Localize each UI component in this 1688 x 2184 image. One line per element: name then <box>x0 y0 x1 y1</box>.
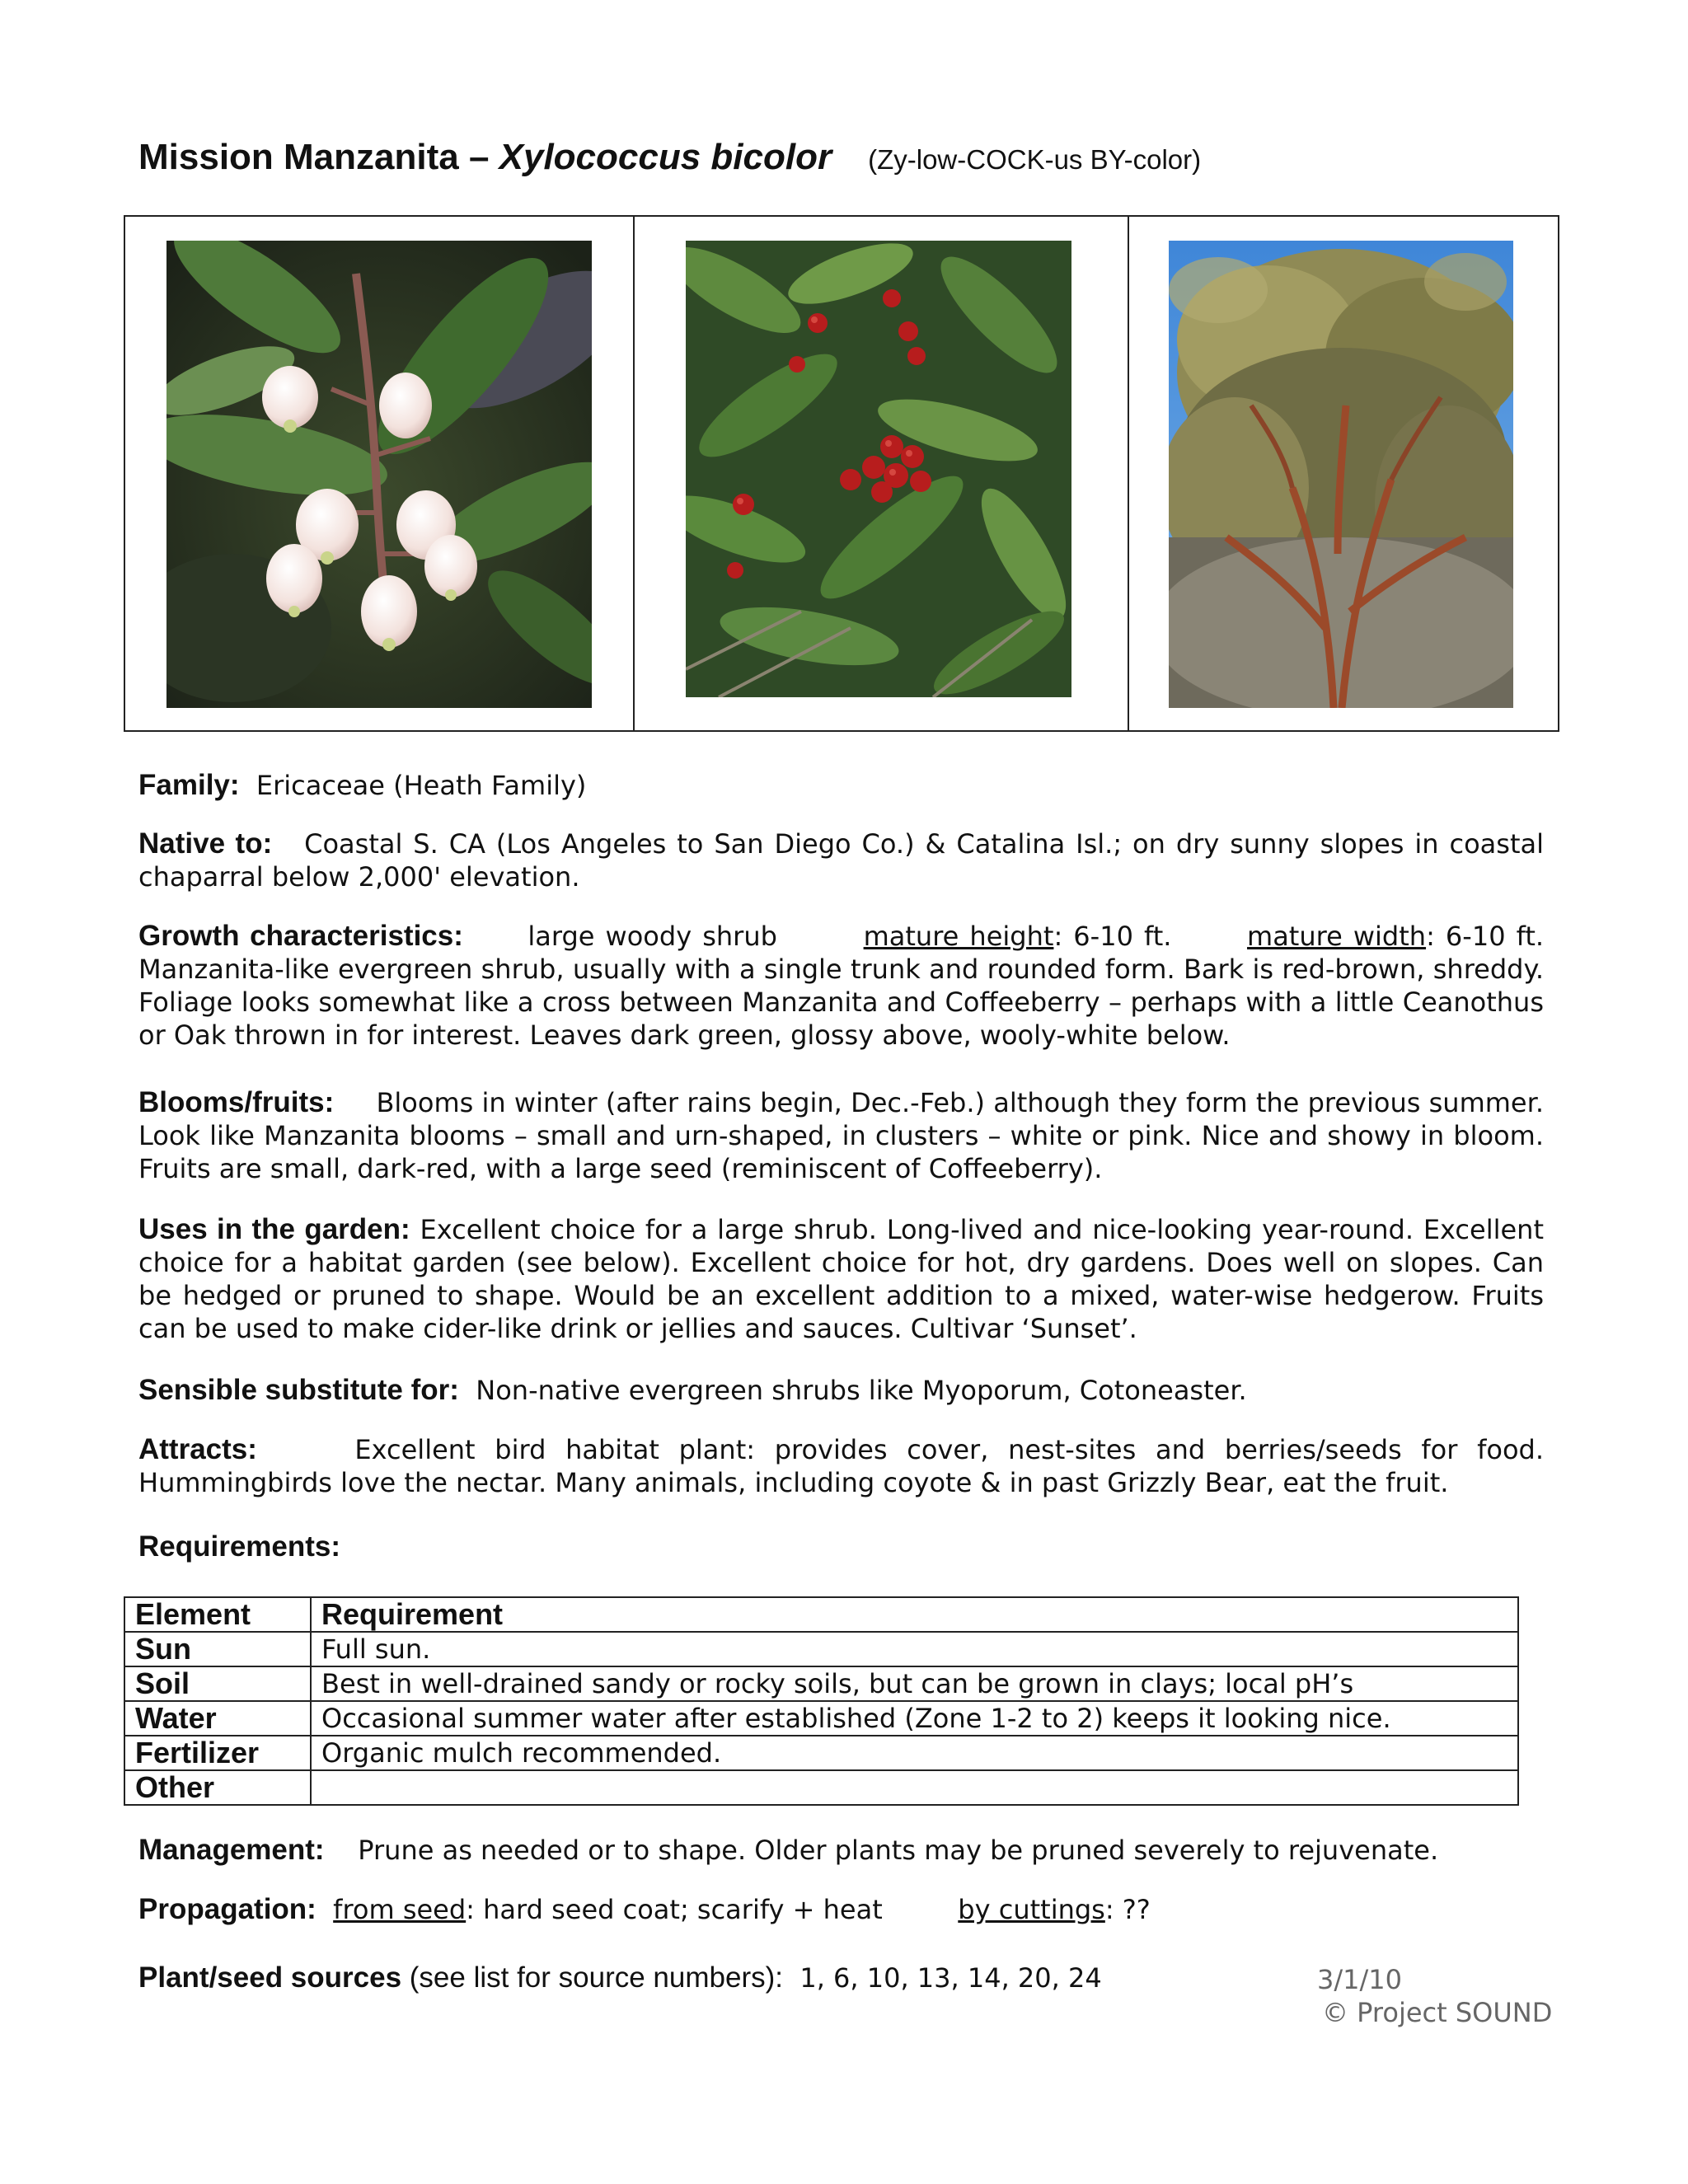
family-label: Family: <box>138 769 240 801</box>
width-value: : 6-10 ft. <box>1426 921 1545 952</box>
table-header-requirement: Requirement <box>311 1597 1518 1632</box>
table-header-row <box>124 1597 1518 1632</box>
element-cell: Sun <box>124 1632 311 1666</box>
attracts-section <box>138 1433 1544 1499</box>
propagation-label: Propagation: <box>138 1893 316 1925</box>
table-row <box>124 1666 1518 1701</box>
flower-photo <box>166 241 592 708</box>
table-row <box>124 1632 1518 1666</box>
requirement-cell <box>311 1770 1518 1805</box>
sources-text: 1, 6, 10, 13, 14, 20, 24 <box>799 1962 1102 1994</box>
uses-label: Uses in the garden: <box>138 1213 410 1245</box>
native-section <box>138 827 1544 893</box>
photo-divider <box>633 217 635 730</box>
management-text: Prune as needed or to shape. Older plants may be pruned severely to rejuvenate. <box>358 1835 1439 1866</box>
table-header-element: Element <box>124 1597 311 1632</box>
uses-section <box>138 1213 1544 1345</box>
attracts-label: Attracts: <box>138 1433 257 1465</box>
substitute-text: Non-native evergreen shrubs like Myoporum, Cotoneaster. <box>476 1375 1247 1406</box>
management-section <box>138 1834 1544 1867</box>
berry-photo <box>686 241 1071 697</box>
photo-divider <box>1128 217 1129 730</box>
common-name: Mission Manzanita <box>138 137 459 177</box>
seed-text: : hard seed coat; scarify + heat <box>466 1894 883 1925</box>
element-cell: Water <box>124 1701 311 1736</box>
blooms-section <box>138 1086 1544 1185</box>
title-dash: – <box>458 137 499 177</box>
height-label: mature height <box>863 921 1054 952</box>
growth-form: large woody shrub <box>528 921 777 952</box>
growth-label: Growth characteristics: <box>138 920 463 952</box>
family-text: Ericaceae (Heath Family) <box>256 770 587 801</box>
table-row <box>124 1770 1518 1805</box>
native-text: Coastal S. CA (Los Angeles to San Diego Co.) & Catalina Isl.; on dry sunny slopes in coastal chaparral below 2,000' elevation. <box>138 828 1545 893</box>
requirements-table <box>124 1596 1519 1806</box>
requirement-cell: Best in well-drained sandy or rocky soils, but can be grown in clays; local pH’s <box>311 1666 1518 1701</box>
photo-strip <box>124 215 1559 732</box>
table-row <box>124 1736 1518 1770</box>
native-label: Native to: <box>138 827 273 860</box>
attracts-text: Excellent bird habitat plant: provides cover, nest-sites and berries/seeds for food. Hummingbirds love the nectar. Many animals, including coyote & in past Grizzly Bear, eat the fruit. <box>138 1434 1545 1498</box>
requirement-cell: Full sun. <box>311 1632 1518 1666</box>
scientific-name: Xylococcus bicolor <box>499 137 832 177</box>
requirement-cell: Organic mulch recommended. <box>311 1736 1518 1770</box>
growth-text: Manzanita-like evergreen shrub, usually with a single trunk and rounded form. Bark is red-brown, shreddy. Foliage looks somewhat like a cross between Manzanita and Coffeeberry – perhaps with a little Ceanothus or Oak thrown in for interest. Leaves dark green, glossy above, wooly-white below. <box>138 954 1544 1051</box>
blooms-text: Blooms in winter (after rains begin, Dec.-Feb.) although they form the previous summer. Look like Manzanita blooms – small and urn-shaped, in clusters – white or pink. Nice and showy in bloom. Fruits are small, dark-red, with a large seed (reminiscent of Coffeeberry). <box>138 1087 1545 1184</box>
growth-section <box>138 920 1544 1052</box>
width-label: mature width <box>1247 921 1427 952</box>
propagation-section <box>138 1893 1544 1926</box>
requirement-cell: Occasional summer water after established (Zone 1-2 to 2) keeps it looking nice. <box>311 1701 1518 1736</box>
footer-copyright: © Project SOUND <box>1322 1997 1553 2028</box>
pronunciation: (Zy-low-COCK-us BY-color) <box>868 144 1202 175</box>
blooms-label: Blooms/fruits: <box>138 1086 335 1118</box>
requirements-section <box>138 1530 1544 1563</box>
table-row <box>124 1701 1518 1736</box>
height-value: : 6-10 ft. <box>1053 921 1172 952</box>
requirements-label: Requirements: <box>138 1530 341 1563</box>
element-cell: Other <box>124 1770 311 1805</box>
element-cell: Soil <box>124 1666 311 1701</box>
substitute-section <box>138 1374 1544 1407</box>
shrub-photo <box>1169 241 1513 708</box>
seed-label: from seed <box>333 1894 467 1925</box>
management-label: Management: <box>138 1834 325 1866</box>
family-section <box>138 769 1544 802</box>
page-title <box>138 137 1201 178</box>
cuttings-text: : ?? <box>1104 1894 1151 1925</box>
footer-date: 3/1/10 <box>1317 1964 1402 1995</box>
cuttings-label: by cuttings <box>958 1894 1105 1925</box>
uses-text: Excellent choice for a large shrub. Long-lived and nice-looking year-round. Excellent choice for a habitat garden (see below). Excellent choice for hot, dry gardens. Does well on slopes. Can be hedged or pruned to shape. Would be an excellent addition to a mixed, water-wise hedgerow. Fruits can be used to make cider-like drink or jellies and sauces. Cultivar ‘Sunset’. <box>138 1214 1545 1344</box>
sources-note: (see list for source numbers): <box>401 1961 783 1994</box>
substitute-label: Sensible substitute for: <box>138 1374 459 1406</box>
sources-label: Plant/seed sources <box>138 1961 402 1994</box>
element-cell: Fertilizer <box>124 1736 311 1770</box>
